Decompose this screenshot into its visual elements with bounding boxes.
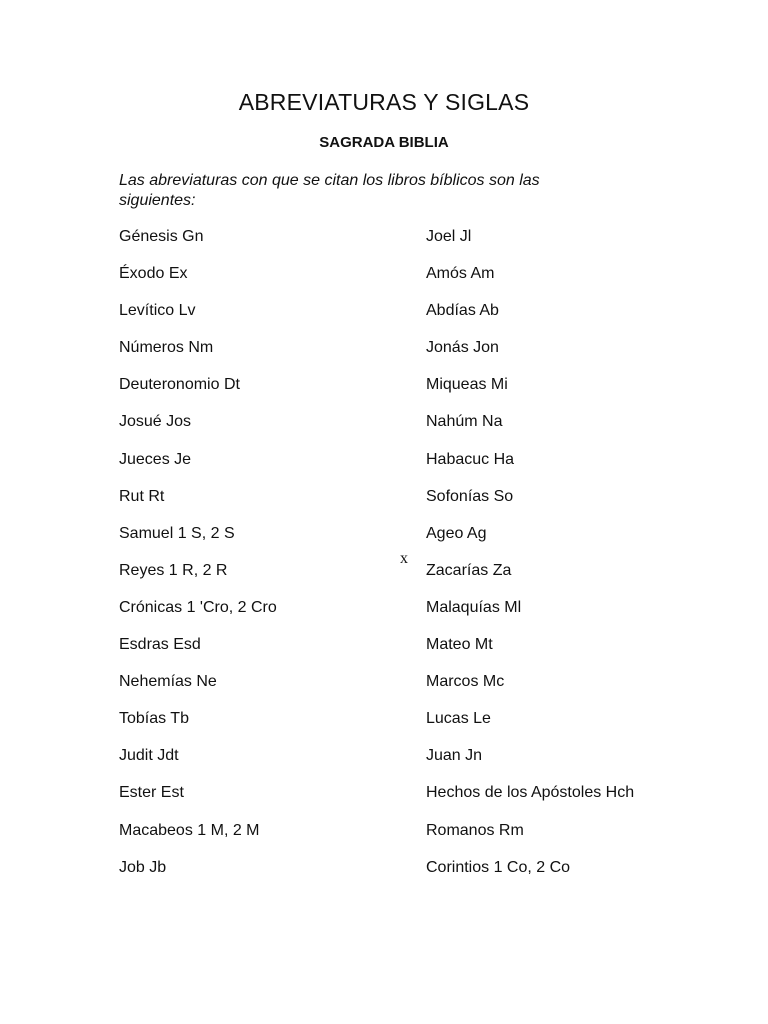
list-item: Ester Est bbox=[119, 784, 184, 802]
list-item: Abdías Ab bbox=[426, 302, 499, 320]
page-subtitle: SAGRADA BIBLIA bbox=[319, 134, 449, 151]
list-item: Éxodo Ex bbox=[119, 265, 188, 283]
list-item: Miqueas Mi bbox=[426, 376, 508, 394]
list-item: Nehemías Ne bbox=[119, 673, 217, 691]
stray-mark: x bbox=[400, 550, 408, 567]
list-item: Ageo Ag bbox=[426, 524, 487, 542]
list-item: Zacarías Za bbox=[426, 561, 512, 579]
list-item: Jonás Jon bbox=[426, 339, 499, 357]
list-item: Judit Jdt bbox=[119, 747, 179, 765]
list-item: Job Jb bbox=[119, 858, 167, 876]
list-item: Deuteronomio Dt bbox=[119, 376, 240, 394]
list-item: Romanos Rm bbox=[426, 821, 524, 839]
list-item: Esdras Esd bbox=[119, 636, 201, 654]
list-item: Hechos de los Apóstoles Hch bbox=[426, 784, 635, 802]
list-item: Levítico Lv bbox=[119, 302, 196, 320]
list-item: Marcos Mc bbox=[426, 673, 505, 691]
list-item: Joel Jl bbox=[426, 228, 472, 245]
list-item: Amós Am bbox=[426, 265, 495, 283]
list-item: Samuel 1 S, 2 S bbox=[119, 524, 235, 542]
page-title: ABREVIATURAS Y SIGLAS bbox=[238, 89, 530, 115]
list-item: Tobías Tb bbox=[119, 710, 189, 728]
list-item: Nahúm Na bbox=[426, 413, 503, 431]
list-item: Lucas Le bbox=[426, 710, 491, 728]
list-item: Jueces Je bbox=[119, 450, 192, 468]
list-item: Sofonías So bbox=[426, 487, 514, 505]
books-list-right bbox=[426, 226, 634, 894]
list-item: Crónicas 1 'Cro, 2 Cro bbox=[119, 598, 277, 616]
intro-paragraph: Las abreviaturas con que se citan los libros bíblicos son las siguientes: bbox=[119, 172, 540, 209]
list-item: Juan Jn bbox=[426, 747, 483, 765]
list-item: Macabeos 1 M, 2 M bbox=[119, 821, 260, 839]
books-list-left bbox=[119, 226, 277, 894]
list-item: Habacuc Ha bbox=[426, 450, 515, 468]
list-item: Mateo Mt bbox=[426, 636, 493, 654]
list-item: Reyes 1 R, 2 R bbox=[119, 561, 228, 579]
list-item: Corintios 1 Co, 2 Co bbox=[426, 858, 571, 876]
list-item: Números Nm bbox=[119, 339, 214, 357]
list-item: Génesis Gn bbox=[119, 228, 204, 245]
list-item: Josué Jos bbox=[119, 413, 192, 431]
list-item: Rut Rt bbox=[119, 487, 165, 505]
list-item: Malaquías Ml bbox=[426, 598, 522, 616]
